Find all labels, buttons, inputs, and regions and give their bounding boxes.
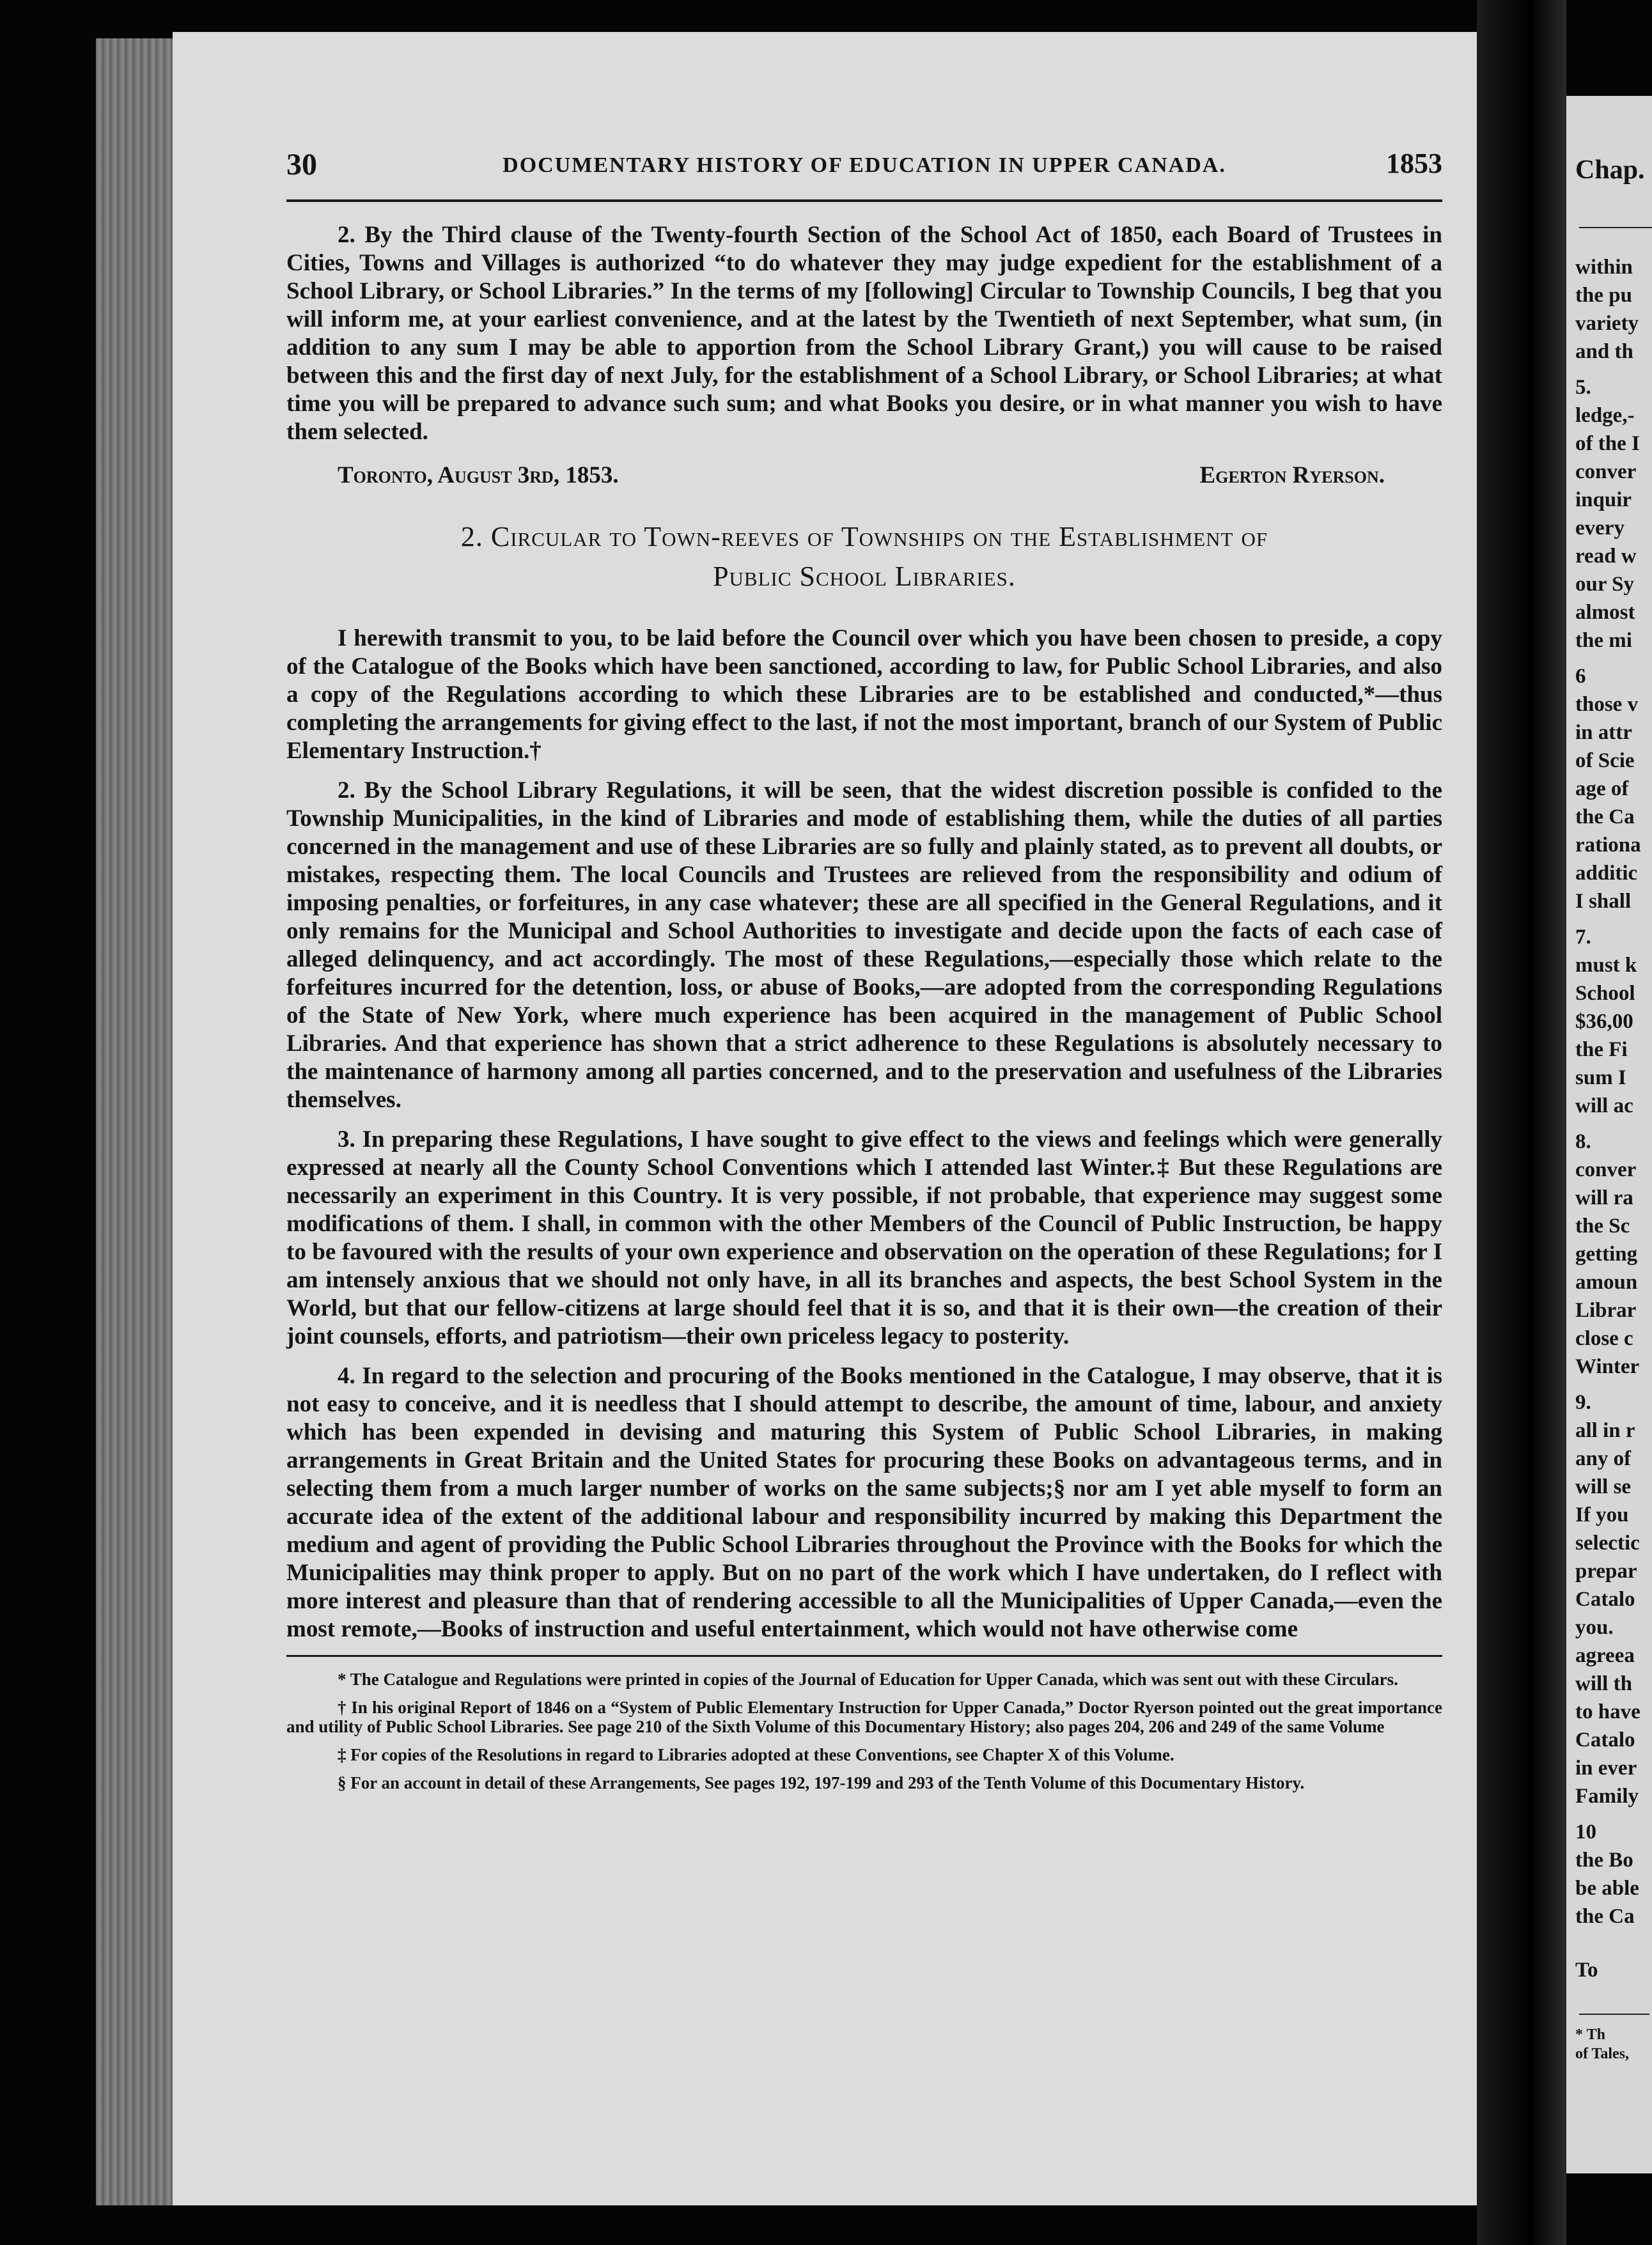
running-title: DOCUMENTARY HISTORY OF EDUCATION IN UPPER CANADA. — [503, 153, 1226, 177]
facing-footnote-rule — [1579, 2014, 1649, 2015]
facing-page-line: will th — [1575, 1672, 1632, 1695]
facing-page-line: and th — [1575, 340, 1633, 363]
section1-paragraph: 2. By the Third clause of the Twenty-fourth Section of the School Act of 1850, each Board of Trustees in Cities, Towns and Villages is authorized “to do whatever they may judge expedient for the establishment of a School Library, or School Libraries.” In the terms of my [following] Circular to Township Councils, I beg that you will inform me, at your earliest convenience, and at the latest by the Twentieth of next September, what sum, (in addition to any sum I may be able to apportion from the School Library Grant,) you will cause to be raised between this and the first day of next July, for the establishment of a School Library, or School Libraries; at what time you will be prepared to advance such sum; and what Books you desire, or in what manner you wish to have them selected. — [286, 222, 1442, 445]
facing-page-line: in ever — [1575, 1757, 1637, 1780]
heading-line-2: Public School Libraries. — [713, 561, 1016, 592]
header-year: 1853 — [1386, 148, 1442, 179]
facing-page-line: the mi — [1575, 629, 1632, 652]
document-page — [173, 32, 1477, 2205]
facing-page-line: getting — [1575, 1243, 1638, 1266]
facing-page-line: in attr — [1575, 721, 1632, 744]
facing-page-line: 10 — [1575, 1821, 1596, 1844]
facing-page-line: those v — [1575, 693, 1639, 716]
facing-page-line: you. — [1575, 1616, 1614, 1639]
facing-page-header: Chap. — [1575, 155, 1645, 185]
facing-page-line: will ra — [1575, 1186, 1633, 1209]
facing-page-line: of Scie — [1575, 749, 1635, 772]
facing-header-rule — [1579, 227, 1652, 228]
paragraph-4: 4. In regard to the selection and procuring of the Books mentioned in the Catalogue, I may observe, that it is not easy to conceive, and it is needless that I should attempt to describe, the amount of time, labour, and anxiety which has been expended in devising and maturing this System of Public School Libraries, in making arrangements in Great Britain and the United States for procuring these Books on advantageous terms, and in selecting them from a much larger number of works on the same subjects;§ nor am I yet able myself to form an accurate idea of the extent of the additional labour and responsibility incurred by making this Department the medium and agent of providing the Public School Libraries throughout the Province with the Books for which the Municipalities may think proper to apply. But on no part of the work which I have undertaken, do I reflect with more interest and pleasure than that of rendering accessible to all the Municipalities of Upper Canada,—even the most remote,—Books of instruction and useful entertainment, which would not have otherwise come — [286, 1363, 1442, 1642]
facing-page-line: the Sc — [1575, 1215, 1630, 1238]
facing-page-line: be able — [1575, 1877, 1639, 1900]
page-edge-shading — [96, 38, 173, 2205]
facing-page-line: of the I — [1575, 432, 1640, 455]
facing-page-line: sum I — [1575, 1066, 1626, 1089]
header-rule — [286, 199, 1442, 202]
facing-page-line: the Ca — [1575, 805, 1635, 828]
facing-page-line: the Ca — [1575, 1905, 1635, 1928]
facing-page-line: 7. — [1575, 926, 1591, 949]
facing-page-line: all in r — [1575, 1419, 1635, 1442]
footnote-4: § For an account in detail of these Arrangements, See pages 192, 197-199 and 293 of the Tenth Volume of this Documentary History. — [338, 1773, 1305, 1792]
facing-footnote-line: of Tales, — [1575, 2046, 1630, 2062]
facing-page-line: our Sy — [1575, 573, 1635, 596]
facing-page-line: Winter — [1575, 1355, 1640, 1378]
paragraph-3: 3. In preparing these Regulations, I have sought to give effect to the views and feelings which were generally expressed at nearly all the County School Conventions which I attended last Winter.‡ But these Regulations are necessarily an experiment in this Country. It is very possible, if not probable, that experience may suggest some modifications of them. I shall, in common with the other Members of the Council of Public Instruction, be happy to be favoured with the results of your own experience and observation on the operation of these Regulations; for I am intensely anxious that we should not only have, in all its branches and aspects, the best School System in the World, but that our fellow-citizens at large should feel that it is so, and that it is their own—the creation of their joint counsels, efforts, and patriotism—their own priceless legacy to posterity. — [286, 1126, 1442, 1349]
book-gutter — [1477, 0, 1566, 2245]
facing-page-fragment — [1566, 96, 1652, 2173]
facing-page-line: rationa — [1575, 834, 1641, 857]
facing-page-line: Catalo — [1575, 1728, 1635, 1752]
facing-page-line: selectic — [1575, 1532, 1640, 1555]
facing-page-line: the Bo — [1575, 1849, 1633, 1872]
facing-page-line: every — [1575, 517, 1625, 540]
paragraph-2: 2. By the School Library Regulations, it will be seen, that the widest discretion possible is confided to the Township Municipalities, in the kind of Libraries and mode of establishing them, while the duties of all parties concerned in the management and use of these Libraries are so fully and plainly stated, as to prevent all doubts, or mistakes, respecting them. The local Councils and Trustees are relieved from the responsibility and odium of imposing penalties, or forfeitures, in any case whatever; these are all specified in the General Regulations, and it only remains for the Municipal and School Authorities to investigate and decide upon the facts of each case of alleged delinquency, and act accordingly. The most of these Regulations,—especially those which relate to the forfeitures incurred for the detention, loss, or abuse of Books,—are adopted from the corresponding Regulations of the State of New York, where much experience has been acquired in the management of Public School Libraries. And that experience has shown that a strict adherence to these Regulations is absolutely necessary to the maintenance of harmony among all parties concerned, and to the preservation and usefulness of the Libraries themselves. — [286, 777, 1442, 1113]
facing-page-line: agreea — [1575, 1644, 1635, 1667]
facing-page-line: the Fi — [1575, 1038, 1628, 1061]
facing-page-line: within — [1575, 256, 1633, 279]
page-number: 30 — [286, 148, 317, 182]
page-content — [286, 147, 1442, 1801]
footnote-rule — [286, 1655, 1442, 1657]
facing-page-line: School — [1575, 982, 1635, 1005]
heading-line-1: 2. Circular to Town-reeves of Townships on the Establishment of — [460, 521, 1268, 552]
facing-page-line: If you — [1575, 1503, 1629, 1526]
facing-page-line: the pu — [1575, 284, 1632, 307]
footnote-3: ‡ For copies of the Resolutions in regard to Libraries adopted at these Conventions, see Chapter X of this Volume. — [338, 1745, 1174, 1764]
facing-footnote-line: * Th — [1575, 2026, 1605, 2043]
facing-page-line: inquir — [1575, 488, 1632, 511]
footnote-1: * The Catalogue and Regulations were printed in copies of the Journal of Education for Upper Canada, which was sent out with these Circulars. — [338, 1670, 1398, 1689]
facing-page-line: 6 — [1575, 665, 1586, 688]
facing-page-line: to have — [1575, 1700, 1640, 1723]
facing-page-line: 5. — [1575, 376, 1591, 399]
facing-page-line: any of — [1575, 1447, 1632, 1470]
facing-page-line: To — [1575, 1959, 1598, 1982]
signature: Egerton Ryerson. — [1199, 462, 1385, 488]
facing-page-line: $36,00 — [1575, 1010, 1633, 1033]
facing-page-line: variety — [1575, 312, 1639, 335]
facing-page-line: will ac — [1575, 1094, 1633, 1117]
facing-page-line: conver — [1575, 460, 1637, 483]
facing-page-line: must k — [1575, 954, 1637, 977]
facing-page-line: age of — [1575, 777, 1629, 800]
facing-page-line: read w — [1575, 545, 1637, 568]
facing-page-line: prepar — [1575, 1560, 1637, 1583]
section2-heading — [286, 517, 1442, 596]
facing-page-line: ledge,- — [1575, 404, 1635, 427]
facing-page-line: 8. — [1575, 1130, 1591, 1153]
facing-page-line: Catalo — [1575, 1588, 1635, 1611]
facing-page-line: conver — [1575, 1158, 1637, 1181]
facing-page-line: close c — [1575, 1327, 1633, 1350]
facing-page-line: I shall — [1575, 890, 1632, 913]
facing-page-line: Family — [1575, 1785, 1639, 1808]
place-date: Toronto, August 3rd, 1853. — [338, 462, 619, 488]
running-header — [286, 147, 1442, 192]
paragraph-1: I herewith transmit to you, to be laid before the Council over which you have been chosen to preside, a copy of the Catalogue of the Books which have been sanctioned, according to law, for Public School Libraries, and also a copy of the Regulations according to which these Libraries are to be established and conducted,*—thus completing the arrangements for giving effect to the last, if not the most important, branch of our System of Public Elementary Instruction.† — [286, 625, 1442, 764]
footnote-2: † In his original Report of 1846 on a “System of Public Elementary Instruction for Upper Canada,” Doctor Ryerson pointed out the great importance and utility of Public School Libraries. See page 210 of the Sixth Volume of this Documentary History; also pages 204, 206 and 249 of the same Volume — [286, 1698, 1442, 1736]
facing-page-line: will se — [1575, 1475, 1632, 1498]
facing-page-line: additic — [1575, 862, 1638, 885]
facing-page-line: almost — [1575, 601, 1635, 624]
facing-page-line: amoun — [1575, 1271, 1638, 1294]
facing-page-line: Librar — [1575, 1299, 1637, 1322]
facing-page-line: 9. — [1575, 1391, 1591, 1414]
signature-line — [286, 462, 1442, 489]
